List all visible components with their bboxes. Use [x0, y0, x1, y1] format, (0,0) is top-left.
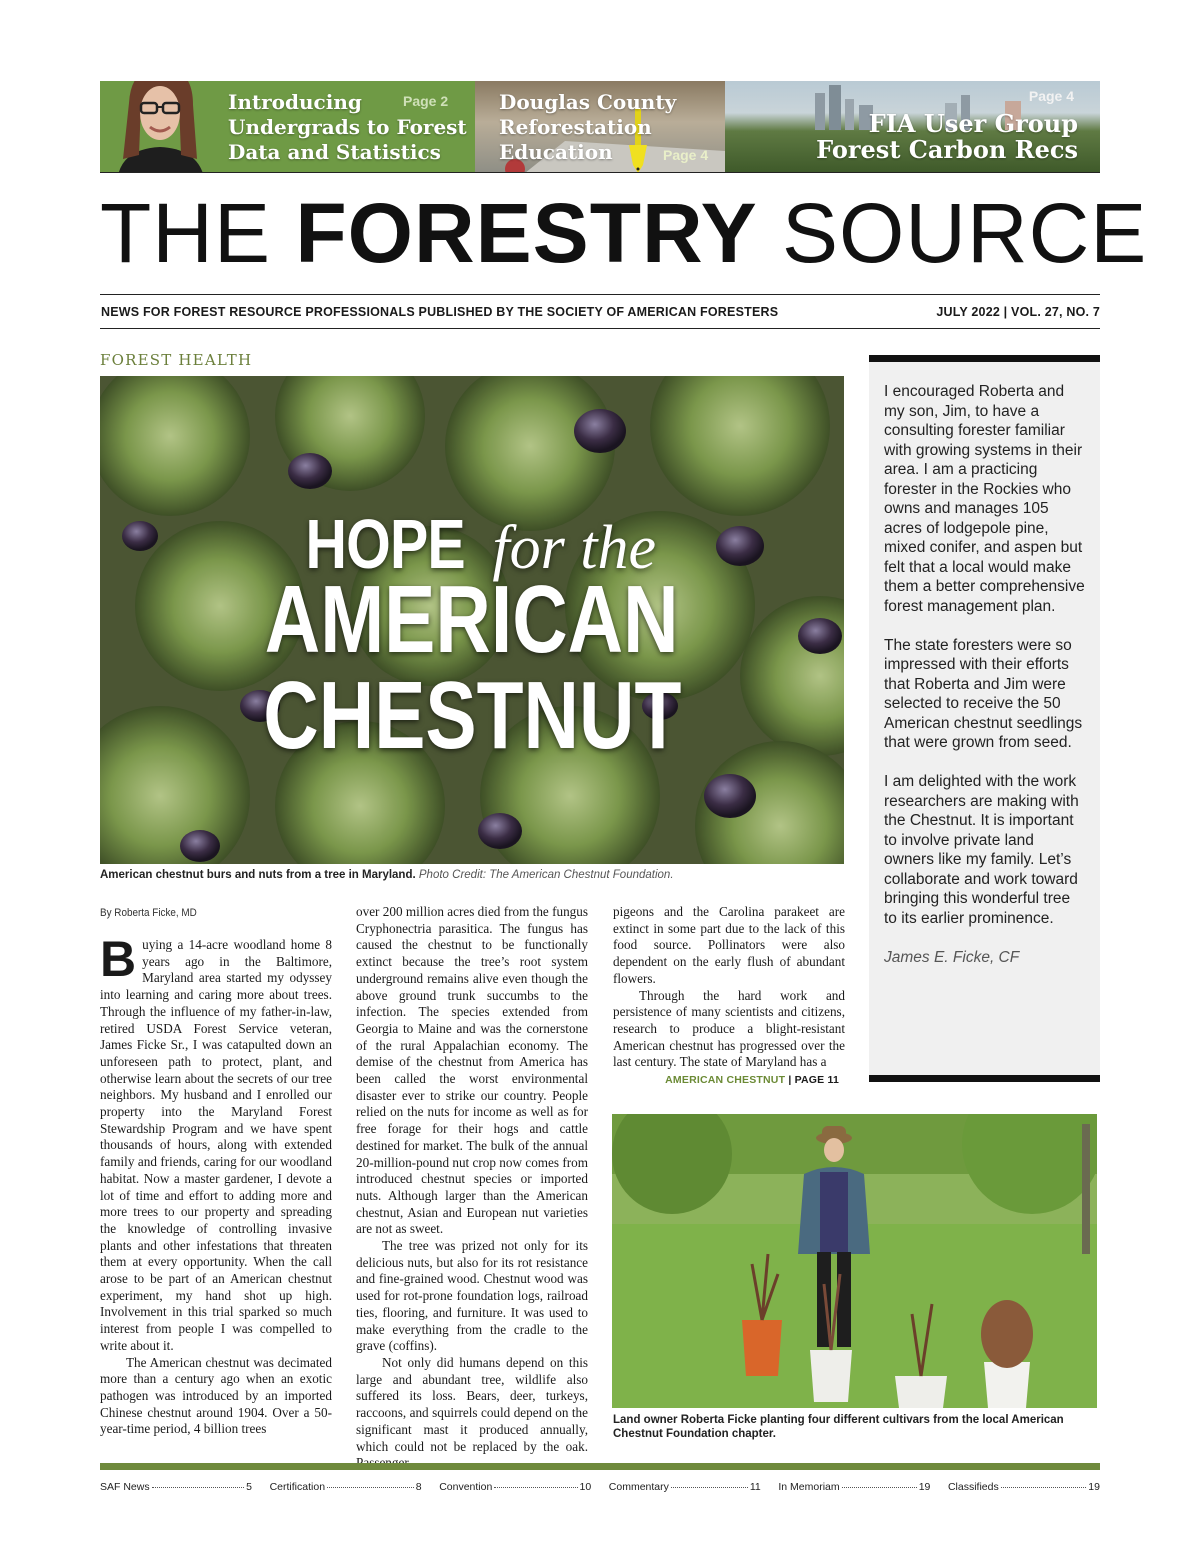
sidebar-signature: James E. Ficke, CF	[884, 948, 1020, 966]
teaser-page-ref: Page 4	[663, 147, 709, 163]
headline-chestnut: CHESTNUT	[262, 662, 682, 769]
sidebar-paragraph: The state foresters were so impressed with their efforts that Roberta and Jim were selected to receive the 50 American chestnut seedlings that were grown from seed.	[884, 636, 1083, 751]
teaser-title: Introducing Undergrads to Forest Data and Statistics	[228, 90, 467, 164]
article-paragraph: uying a 14-acre woodland home 8 years ago in the Baltimore, Maryland area started my odyssey into learning and caring more about trees. Through the influence of my father-in-law, retired USDA Forest Service veteran, James Ficke Sr., I was catapulted down an unforeseen path to protect, plant, and otherwise learn about the secrets of our tree neighbors. My husband and I enrolled our property into the Maryland Forest Stewardship Program and we have spent thousands of hours, along with extended family and friends, caring for our woodland habitat. Now a master gardener, I devote a lot of time and effort to adding more and more trees to our property and spreading the knowledge of controlling invasive plants and other infestations that threaten them at every opportunity. When the call arose to be part of an American chestnut experiment, my hand shot up high. Involvement in this trial sparked so much interest from people I was compelled to write about it.	[100, 937, 332, 1353]
masthead-source: SOURCE	[781, 186, 1148, 280]
planting-photo	[612, 1114, 1097, 1408]
article-paragraph: pigeons and the Carolina parakeet are extinct in some part due to the lack of this food source. Pollinators were also dependent on the early flush of abundant flowers.	[613, 904, 845, 986]
article-paragraph: Through the hard work and persistence of many scientists and citizens, research to produce a blight-resistant American chestnut has progressed over the last century. The state of Maryland has a	[613, 987, 845, 1070]
article-column-3	[613, 904, 845, 1071]
headline-american: AMERICAN	[265, 566, 679, 673]
hero-caption	[100, 869, 844, 881]
article-paragraph: Not only did humans depend on this large and abundant tree, wildlife also suffered its loss. Bears, deer, turkeys, raccoons, and squirrels could depend on the significant mast it produced annually, which could not be replaced by the oak.	[356, 1354, 588, 1454]
teaser-page-ref: Page 2	[403, 93, 449, 109]
tagline-bar	[100, 294, 1100, 329]
masthead	[100, 186, 1148, 281]
jump-label: AMERICAN CHESTNUT	[665, 1074, 786, 1086]
article-column-2	[356, 904, 588, 1472]
article-paragraph: The tree was prized not only for its delicious nuts, but also for its rot resistance and fine-grained wood. Chestnut wood was used for rot-prone foundation logs, railroad ties, flooring, and furniture. It was used to make everything from the cradle to the grave (coffins).	[356, 1238, 588, 1354]
masthead-forestry: FORESTRY	[295, 186, 758, 280]
hero-image	[100, 376, 844, 864]
headline-hope: HOPE	[305, 505, 465, 583]
index-item-commentary[interactable]: Commentary 11	[608, 1481, 761, 1493]
teaser-title: FIA User Group Forest Carbon Recs	[816, 109, 1078, 164]
article-paragraph: over 200 million acres died from the fungus Cryphonectria parasitica. The fungus has caused the chestnut to be functionally extinct because the tree’s root system underground remains alive even though the above ground trunk succumbs to the infection. The species extended from Georgia to Maine and was the cornerstone of the rural Appalachian economy. The demise of the chestnut from America has been called the worst environmental disaster ever to strike our country. People relied on the nuts for income as well as for free forage for their hogs and cattle destined for market. The bulk of the annual 20-million-pound nut crop now comes from introduced chestnut species or imported nuts. Although larger than the American chestnut, Asian and European nut varieties are not as sweet.	[356, 904, 588, 1237]
teaser-fia-user-group[interactable]	[725, 81, 1100, 172]
footer-rule	[100, 1463, 1100, 1470]
footer-index	[100, 1481, 1100, 1493]
section-label: FOREST HEALTH	[100, 351, 253, 369]
article-column-1	[100, 931, 332, 1438]
masthead-the: THE	[100, 186, 271, 280]
byline: By Roberta Ficke, MD	[100, 907, 197, 919]
headline-for-the: for the	[492, 514, 656, 582]
index-item-certification[interactable]: Certification 8	[269, 1481, 422, 1493]
index-item-convention[interactable]: Convention 10	[439, 1481, 592, 1493]
drop-cap: B	[100, 931, 137, 987]
portrait-image	[105, 81, 215, 172]
index-item-saf-news[interactable]: SAF News 5	[100, 1481, 252, 1493]
sidebar-paragraph: I encouraged Roberta and my son, Jim, to have a consulting forester familiar with growing systems in their area. I am a practicing forester in the Rockies who owns and manages 105 acres of lodgepole pine, mixed conifer, and aspen but felt that a local would make them a better comprehensive forest management plan.	[884, 383, 1085, 615]
teaser-page-ref: Page 4	[1028, 88, 1074, 104]
index-item-classifieds[interactable]: Classifieds 19	[947, 1481, 1100, 1493]
sidebar-paragraph: I am delighted with the work researchers are making with the Chestnut. It is important to involve private land owners like my family. Let’s collaborate and work toward bringing this wonderful tree to its earlier prominence.	[884, 773, 1079, 927]
issue-info: JULY 2022 | VOL. 27, NO. 7	[936, 304, 1100, 319]
jump-page: | PAGE 11	[788, 1074, 839, 1086]
index-item-in-memoriam[interactable]: In Memoriam 19	[778, 1481, 931, 1493]
teaser-title: Douglas County Reforestation Education	[499, 90, 677, 164]
continued-jump-link[interactable]	[613, 1074, 839, 1086]
planting-caption: Land owner Roberta Ficke planting four different cultivars from the local American Chestnut Foundation chapter.	[613, 1414, 1064, 1440]
teaser-douglas-county[interactable]	[475, 81, 725, 172]
article-paragraph: The American chestnut was decimated more than a century ago when an exotic pathogen was introduced by an imported Chinese chestnut around 1904. Over a 50-year-time period, 4 billion trees	[100, 1354, 332, 1437]
teaser-strip	[100, 81, 1100, 173]
planting-scene-image	[612, 1114, 1097, 1408]
photo-credit: Photo Credit: The American Chestnut Foundation.	[418, 869, 674, 881]
sidebar-quote	[869, 355, 1100, 1082]
tagline: NEWS FOR FOREST RESOURCE PROFESSIONALS PUBLISHED BY THE SOCIETY OF AMERICAN FORESTERS	[101, 304, 779, 319]
caption-text: American chestnut burs and nuts from a tree in Maryland.	[100, 869, 416, 881]
teaser-undergrads[interactable]	[100, 81, 475, 172]
